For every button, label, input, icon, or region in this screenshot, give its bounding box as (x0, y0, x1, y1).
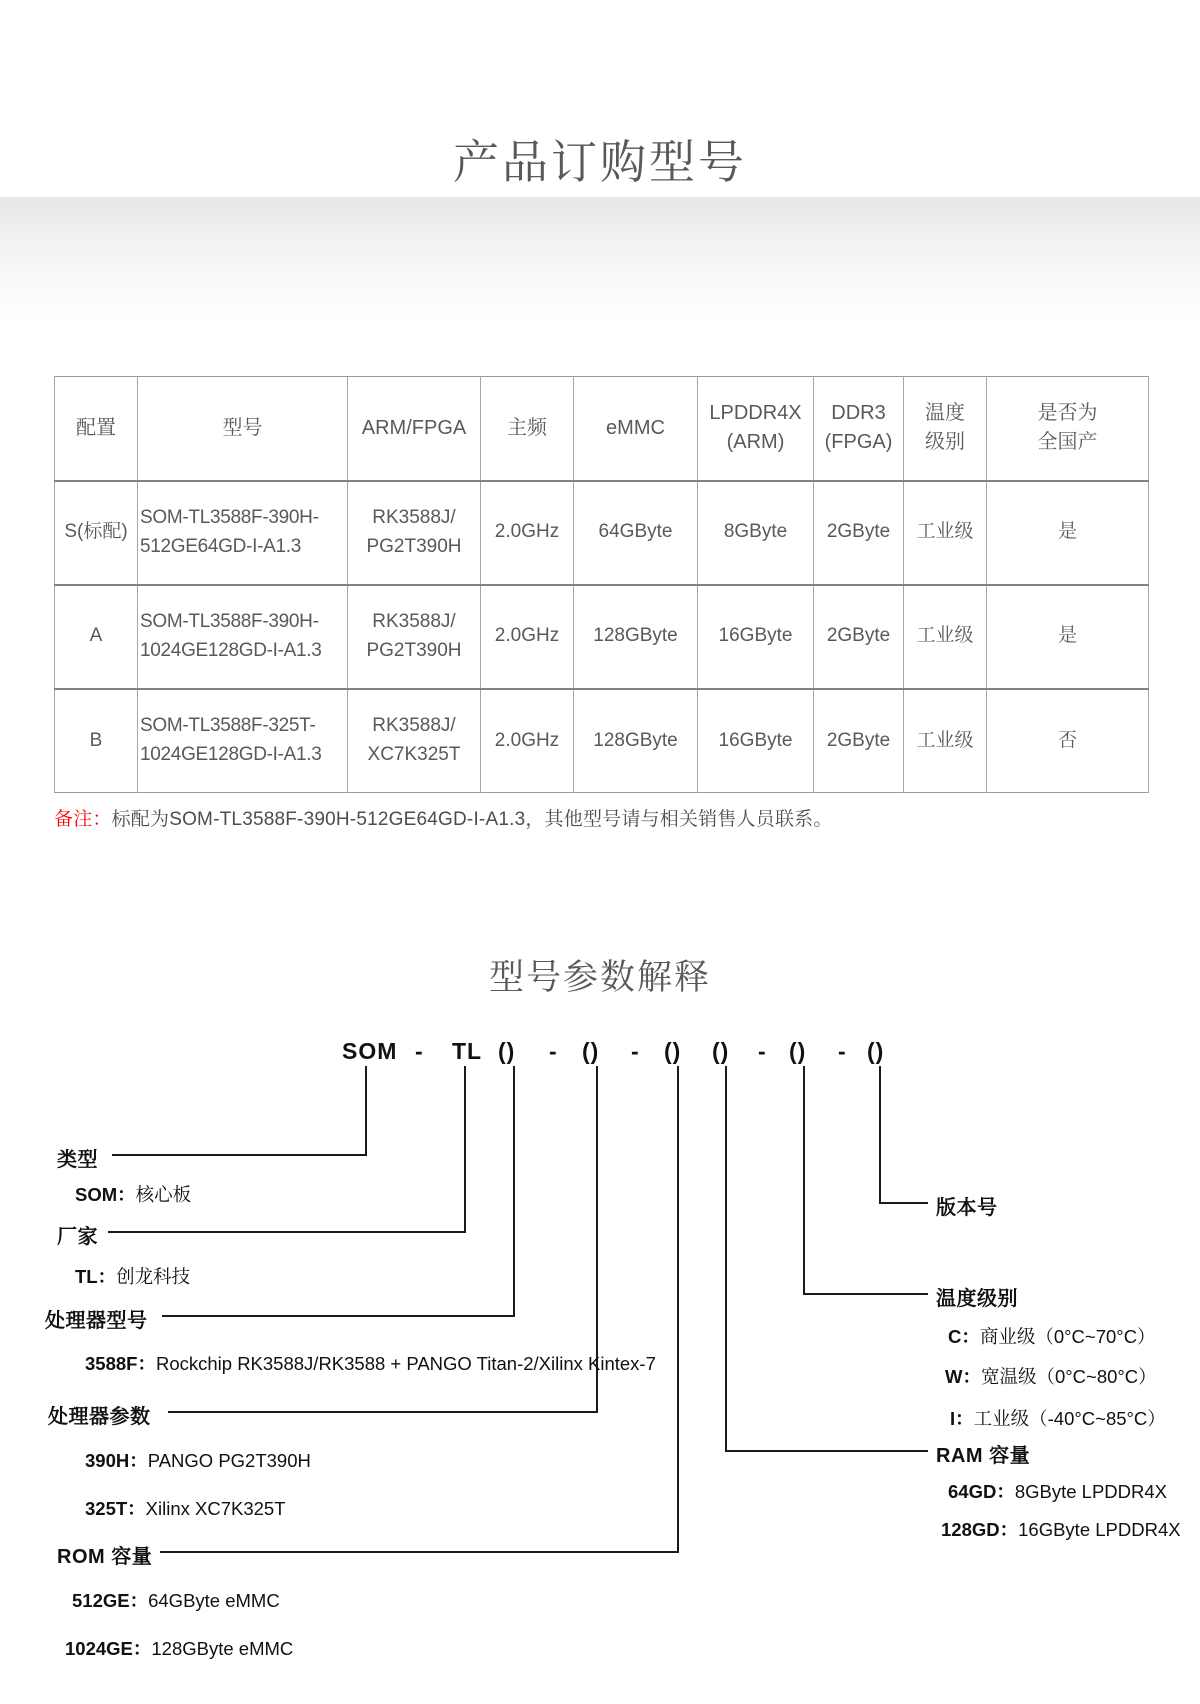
legend-processor-model-label: 处理器型号 (45, 1310, 148, 1332)
legend-item-desc: 创龙科技 (116, 1266, 191, 1287)
note-label: 备注： (54, 809, 112, 830)
formula-token: () (498, 1038, 516, 1064)
legend-item-key: 128GD： (941, 1519, 1019, 1540)
header-line: 配置 (76, 416, 116, 439)
cell-emmc: 128GByte (574, 689, 698, 793)
header-line: DDR3 (831, 402, 886, 425)
formula-token: - (549, 1038, 558, 1064)
formula-token: TL (452, 1038, 483, 1064)
header-lpddr4x (698, 377, 814, 481)
legend-item-390h (85, 1447, 311, 1473)
cell-domestic: 否 (987, 689, 1149, 793)
cell-emmc: 128GByte (574, 585, 698, 689)
cell-frequency: 2.0GHz (481, 481, 574, 585)
arm-fpga-line: PG2T390H (366, 639, 462, 661)
legend-item-key: SOM： (75, 1184, 136, 1205)
legend-item-64gd (948, 1478, 1167, 1504)
legend-item-key: 64GD： (948, 1481, 1015, 1502)
arm-fpga-line: XC7K325T (367, 743, 461, 765)
cell-emmc: 64GByte (574, 481, 698, 585)
connector-line-temp (803, 1066, 805, 1295)
formula-token: () (867, 1038, 885, 1064)
cell-config: S(标配) (55, 481, 138, 585)
legend-item-temp-c (948, 1323, 1156, 1349)
order-table (54, 376, 1149, 793)
legend-item-1024ge (65, 1635, 293, 1661)
cell-frequency: 2.0GHz (481, 585, 574, 689)
cell-model (138, 585, 348, 689)
legend-item-temp-w (945, 1363, 1157, 1389)
formula-token: () (664, 1038, 682, 1064)
formula-token: () (712, 1038, 730, 1064)
header-config (55, 377, 138, 481)
cell-ddr3: 2GByte (814, 481, 904, 585)
connector-line-vendor (108, 1231, 466, 1233)
connector-line-rom (677, 1066, 679, 1553)
header-line: LPDDR4X (709, 402, 802, 425)
arm-fpga-line: RK3588J/ (372, 611, 456, 632)
legend-item-key: W： (945, 1366, 981, 1387)
cell-lpddr4x: 16GByte (698, 689, 814, 793)
cell-ddr3: 2GByte (814, 689, 904, 793)
header-line: (FPGA) (824, 431, 893, 454)
header-line: 全国产 (1037, 431, 1098, 454)
formula-token: - (415, 1038, 424, 1064)
legend-item-desc: 核心板 (135, 1184, 192, 1205)
model-line: SOM-TL3588F-325T- (140, 715, 316, 737)
formula-token: - (631, 1038, 640, 1064)
cell-temp-grade: 工业级 (904, 689, 987, 793)
legend-item-3588f (85, 1350, 656, 1376)
page-title: 产品订购型号 (453, 136, 747, 188)
cell-arm-fpga (348, 481, 481, 585)
header-ddr3 (814, 377, 904, 481)
cell-domestic: 是 (987, 481, 1149, 585)
connector-line-type (112, 1154, 367, 1156)
formula-token: () (582, 1038, 600, 1064)
model-line: 512GE64GD-I-A1.3 (140, 535, 302, 557)
legend-rom-capacity-label: ROM 容量 (57, 1546, 153, 1568)
legend-item-temp-i (950, 1405, 1166, 1431)
header-domestic (987, 377, 1149, 481)
legend-ram-capacity-label: RAM 容量 (936, 1445, 1031, 1467)
legend-item-desc: 商业级（0°C~70°C） (979, 1326, 1156, 1347)
legend-item-desc: 64GByte eMMC (148, 1590, 280, 1611)
cell-model (138, 481, 348, 585)
connector-line-processor-param (168, 1411, 598, 1413)
legend-vendor-label: 厂家 (57, 1226, 98, 1248)
legend-item-key: C： (948, 1326, 980, 1347)
section-divider-band (0, 197, 1200, 327)
connector-line-processor-model (162, 1315, 515, 1317)
header-line: (ARM) (726, 431, 785, 454)
legend-item-desc: 16GByte LPDDR4X (1018, 1519, 1181, 1540)
legend-temperature-grade-label: 温度级别 (936, 1288, 1018, 1310)
arm-fpga-line: RK3588J/ (372, 507, 456, 528)
arm-fpga-line: RK3588J/ (372, 715, 456, 737)
header-line: 是否为 (1037, 402, 1098, 425)
legend-item-key: 325T： (85, 1498, 146, 1519)
legend-item-512ge (72, 1587, 280, 1613)
connector-line-vendor (464, 1066, 466, 1233)
connector-line-temp (805, 1293, 928, 1295)
cell-frequency: 2.0GHz (481, 689, 574, 793)
header-line: 型号 (222, 416, 263, 439)
section2-title: 型号参数解释 (488, 958, 711, 997)
legend-item-desc: 宽温级（0°C~80°C） (980, 1366, 1157, 1387)
header-frequency (481, 377, 574, 481)
header-model (138, 377, 348, 481)
cell-temp-grade: 工业级 (904, 481, 987, 585)
connector-line-version (879, 1066, 881, 1204)
legend-item-desc: 工业级（-40°C~85°C） (973, 1408, 1166, 1429)
formula-token: SOM (342, 1038, 398, 1064)
legend-item-tl (75, 1263, 190, 1289)
model-line: SOM-TL3588F-390H- (140, 611, 319, 632)
connector-line-processor-model (513, 1066, 515, 1317)
table-note (54, 804, 833, 831)
legend-item-325t (85, 1495, 286, 1521)
header-line: eMMC (606, 416, 665, 439)
legend-item-desc: 8GByte LPDDR4X (1014, 1481, 1168, 1502)
note-text: 标配为SOM-TL3588F-390H-512GE64GD-I-A1.3，其他型号请与相关销售人员联系。 (111, 809, 833, 830)
table-row (55, 585, 1149, 689)
connector-line-type (365, 1066, 367, 1156)
table-row (55, 689, 1149, 793)
cell-temp-grade: 工业级 (904, 585, 987, 689)
legend-item-key: 390H： (85, 1450, 148, 1471)
model-line: 1024GE128GD-I-A1.3 (140, 743, 322, 765)
formula-token: - (758, 1038, 767, 1064)
cell-arm-fpga (348, 585, 481, 689)
legend-item-desc: Xilinx XC7K325T (145, 1498, 286, 1519)
cell-model (138, 689, 348, 793)
header-line: 温度 (925, 402, 965, 425)
connector-line-rom (160, 1551, 679, 1553)
legend-item-key: I： (950, 1408, 974, 1429)
legend-item-key: 3588F： (85, 1353, 156, 1374)
cell-ddr3: 2GByte (814, 585, 904, 689)
connector-line-ram (725, 1066, 727, 1452)
legend-item-desc: PANGO PG2T390H (147, 1450, 311, 1471)
legend-item-key: 512GE： (72, 1590, 149, 1611)
cell-arm-fpga (348, 689, 481, 793)
formula-token: - (838, 1038, 847, 1064)
arm-fpga-line: PG2T390H (366, 535, 462, 557)
cell-config: A (55, 585, 138, 689)
connector-line-version (881, 1202, 928, 1204)
formula-token: () (789, 1038, 807, 1064)
legend-item-128gd (941, 1516, 1181, 1542)
table-row (55, 481, 1149, 585)
cell-lpddr4x: 8GByte (698, 481, 814, 585)
legend-item-desc: 128GByte eMMC (151, 1638, 294, 1659)
legend-item-key: TL： (75, 1266, 117, 1287)
legend-item-desc: Rockchip RK3588J/RK3588 + PANGO Titan-2/Xilinx Kintex-7 (155, 1353, 656, 1374)
header-temp-grade (904, 377, 987, 481)
cell-config: B (55, 689, 138, 793)
header-line: 级别 (925, 431, 965, 454)
legend-item-som (75, 1181, 191, 1207)
connector-line-ram (727, 1450, 928, 1452)
header-line: ARM/FPGA (361, 416, 467, 439)
legend-version-label: 版本号 (936, 1197, 998, 1219)
legend-processor-param-label: 处理器参数 (48, 1406, 151, 1428)
cell-lpddr4x: 16GByte (698, 585, 814, 689)
legend-type-label: 类型 (57, 1149, 98, 1171)
header-emmc (574, 377, 698, 481)
table-header-row (55, 377, 1149, 481)
header-line: 主频 (507, 416, 547, 439)
legend-item-key: 1024GE： (65, 1638, 152, 1659)
header-arm-fpga (348, 377, 481, 481)
model-line: 1024GE128GD-I-A1.3 (140, 639, 322, 661)
model-line: SOM-TL3588F-390H- (140, 507, 319, 528)
cell-domestic: 是 (987, 585, 1149, 689)
